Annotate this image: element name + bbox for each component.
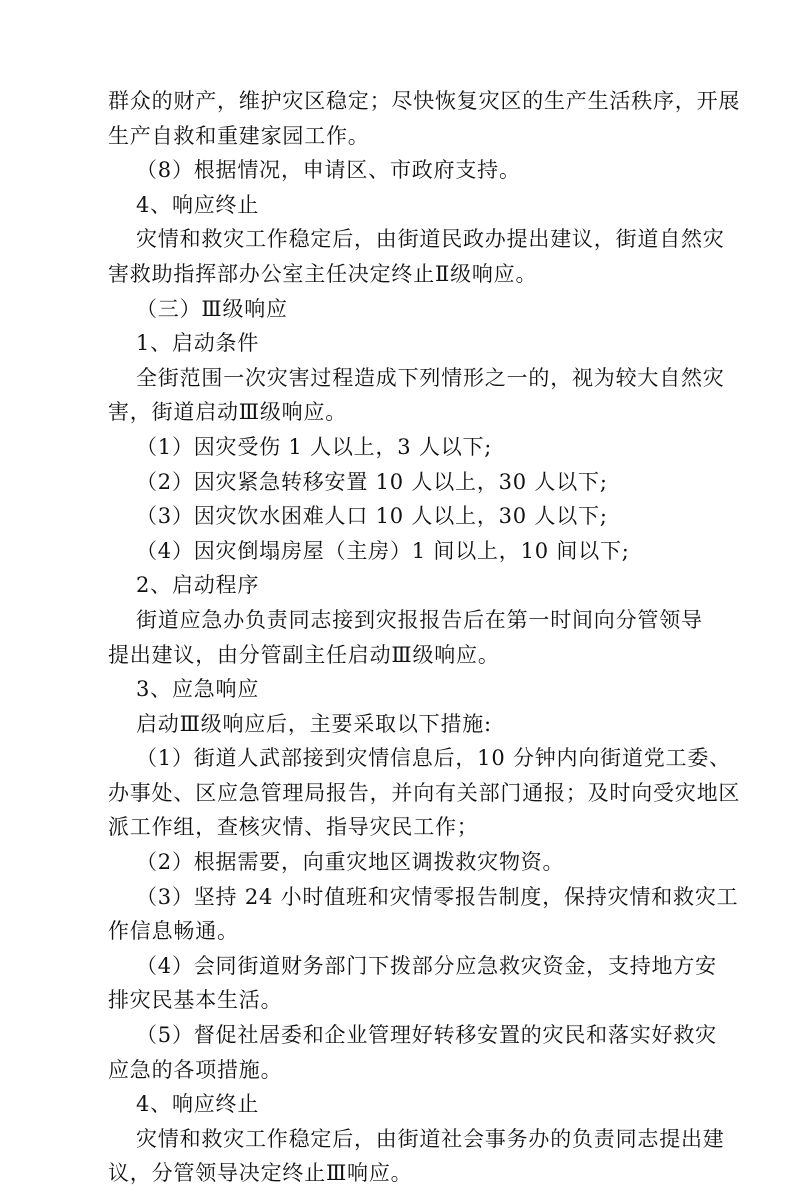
text-line: 群众的财产，维护灾区稳定；尽快恢复灾区的生产生活秩序，开展 — [108, 89, 741, 113]
text-line: 排灾民基本生活。 — [108, 988, 283, 1013]
text-line: 灾情和救灾工作稳定后，由街道社会事务办的负责同志提出建 — [136, 1126, 725, 1151]
text-line: 作信息畅通。 — [108, 919, 239, 944]
text-line: （8）根据情况，申请区、市政府支持。 — [136, 158, 521, 183]
text-line: （1）街道人武部接到灾情信息后，10 分钟内向街道党工委、 — [136, 746, 731, 771]
text-line: 4、响应终止 — [136, 1092, 260, 1117]
text-line: 4、响应终止 — [136, 192, 260, 217]
text-line: 全街范围一次灾害过程造成下列情形之一的，视为较大自然灾 — [136, 365, 725, 390]
text-line: 街道应急办负责同志接到灾报报告后在第一时间向分管领导 — [136, 607, 703, 632]
text-line: 议，分管领导决定终止Ⅲ响应。 — [108, 1161, 413, 1186]
text-line: 办事处、区应急管理局报告，并向有关部门通报；及时向受灾地区 — [108, 780, 741, 805]
text-line: 3、应急响应 — [136, 677, 260, 702]
text-line: 害，街道启动Ⅲ级响应。 — [108, 400, 348, 425]
document-body — [108, 84, 741, 1191]
text-line: 2、启动程序 — [136, 573, 260, 598]
text-line: 提出建议，由分管副主任启动Ⅲ级响应。 — [108, 642, 500, 667]
text-line: 派工作组，查核灾情、指导灾民工作； — [108, 815, 479, 840]
text-line: 启动Ⅲ级响应后，主要采取以下措施: — [136, 711, 492, 736]
text-line: 害救助指挥部办公室主任决定终止Ⅱ级响应。 — [108, 261, 538, 286]
text-line: 生产自救和重建家园工作。 — [108, 123, 370, 148]
text-line: 灾情和救灾工作稳定后，由街道民政办提出建议，街道自然灾 — [136, 227, 725, 252]
text-line: （4）因灾倒塌房屋（主房）1 间以上，10 间以下; — [136, 538, 630, 563]
text-line: （1）因灾受伤 1 人以上，3 人以下; — [136, 434, 493, 459]
text-line: （3）坚持 24 小时值班和灾情零报告制度，保持灾情和救灾工 — [136, 884, 739, 909]
text-line: （4）会同街道财务部门下拨部分应急救灾资金，支持地方安 — [136, 953, 717, 978]
text-line: （2）根据需要，向重灾地区调拨救灾物资。 — [136, 850, 565, 875]
text-line: （三）Ⅲ级响应 — [136, 296, 288, 321]
text-line: （5）督促社居委和企业管理好转移安置的灾民和落实好救灾 — [136, 1023, 717, 1048]
text-line: （2）因灾紧急转移安置 10 人以上，30 人以下; — [136, 469, 608, 494]
text-line: 1、启动条件 — [136, 331, 260, 356]
text-line: （3）因灾饮水困难人口 10 人以上，30 人以下; — [136, 504, 608, 529]
text-line: 应急的各项措施。 — [108, 1057, 283, 1082]
